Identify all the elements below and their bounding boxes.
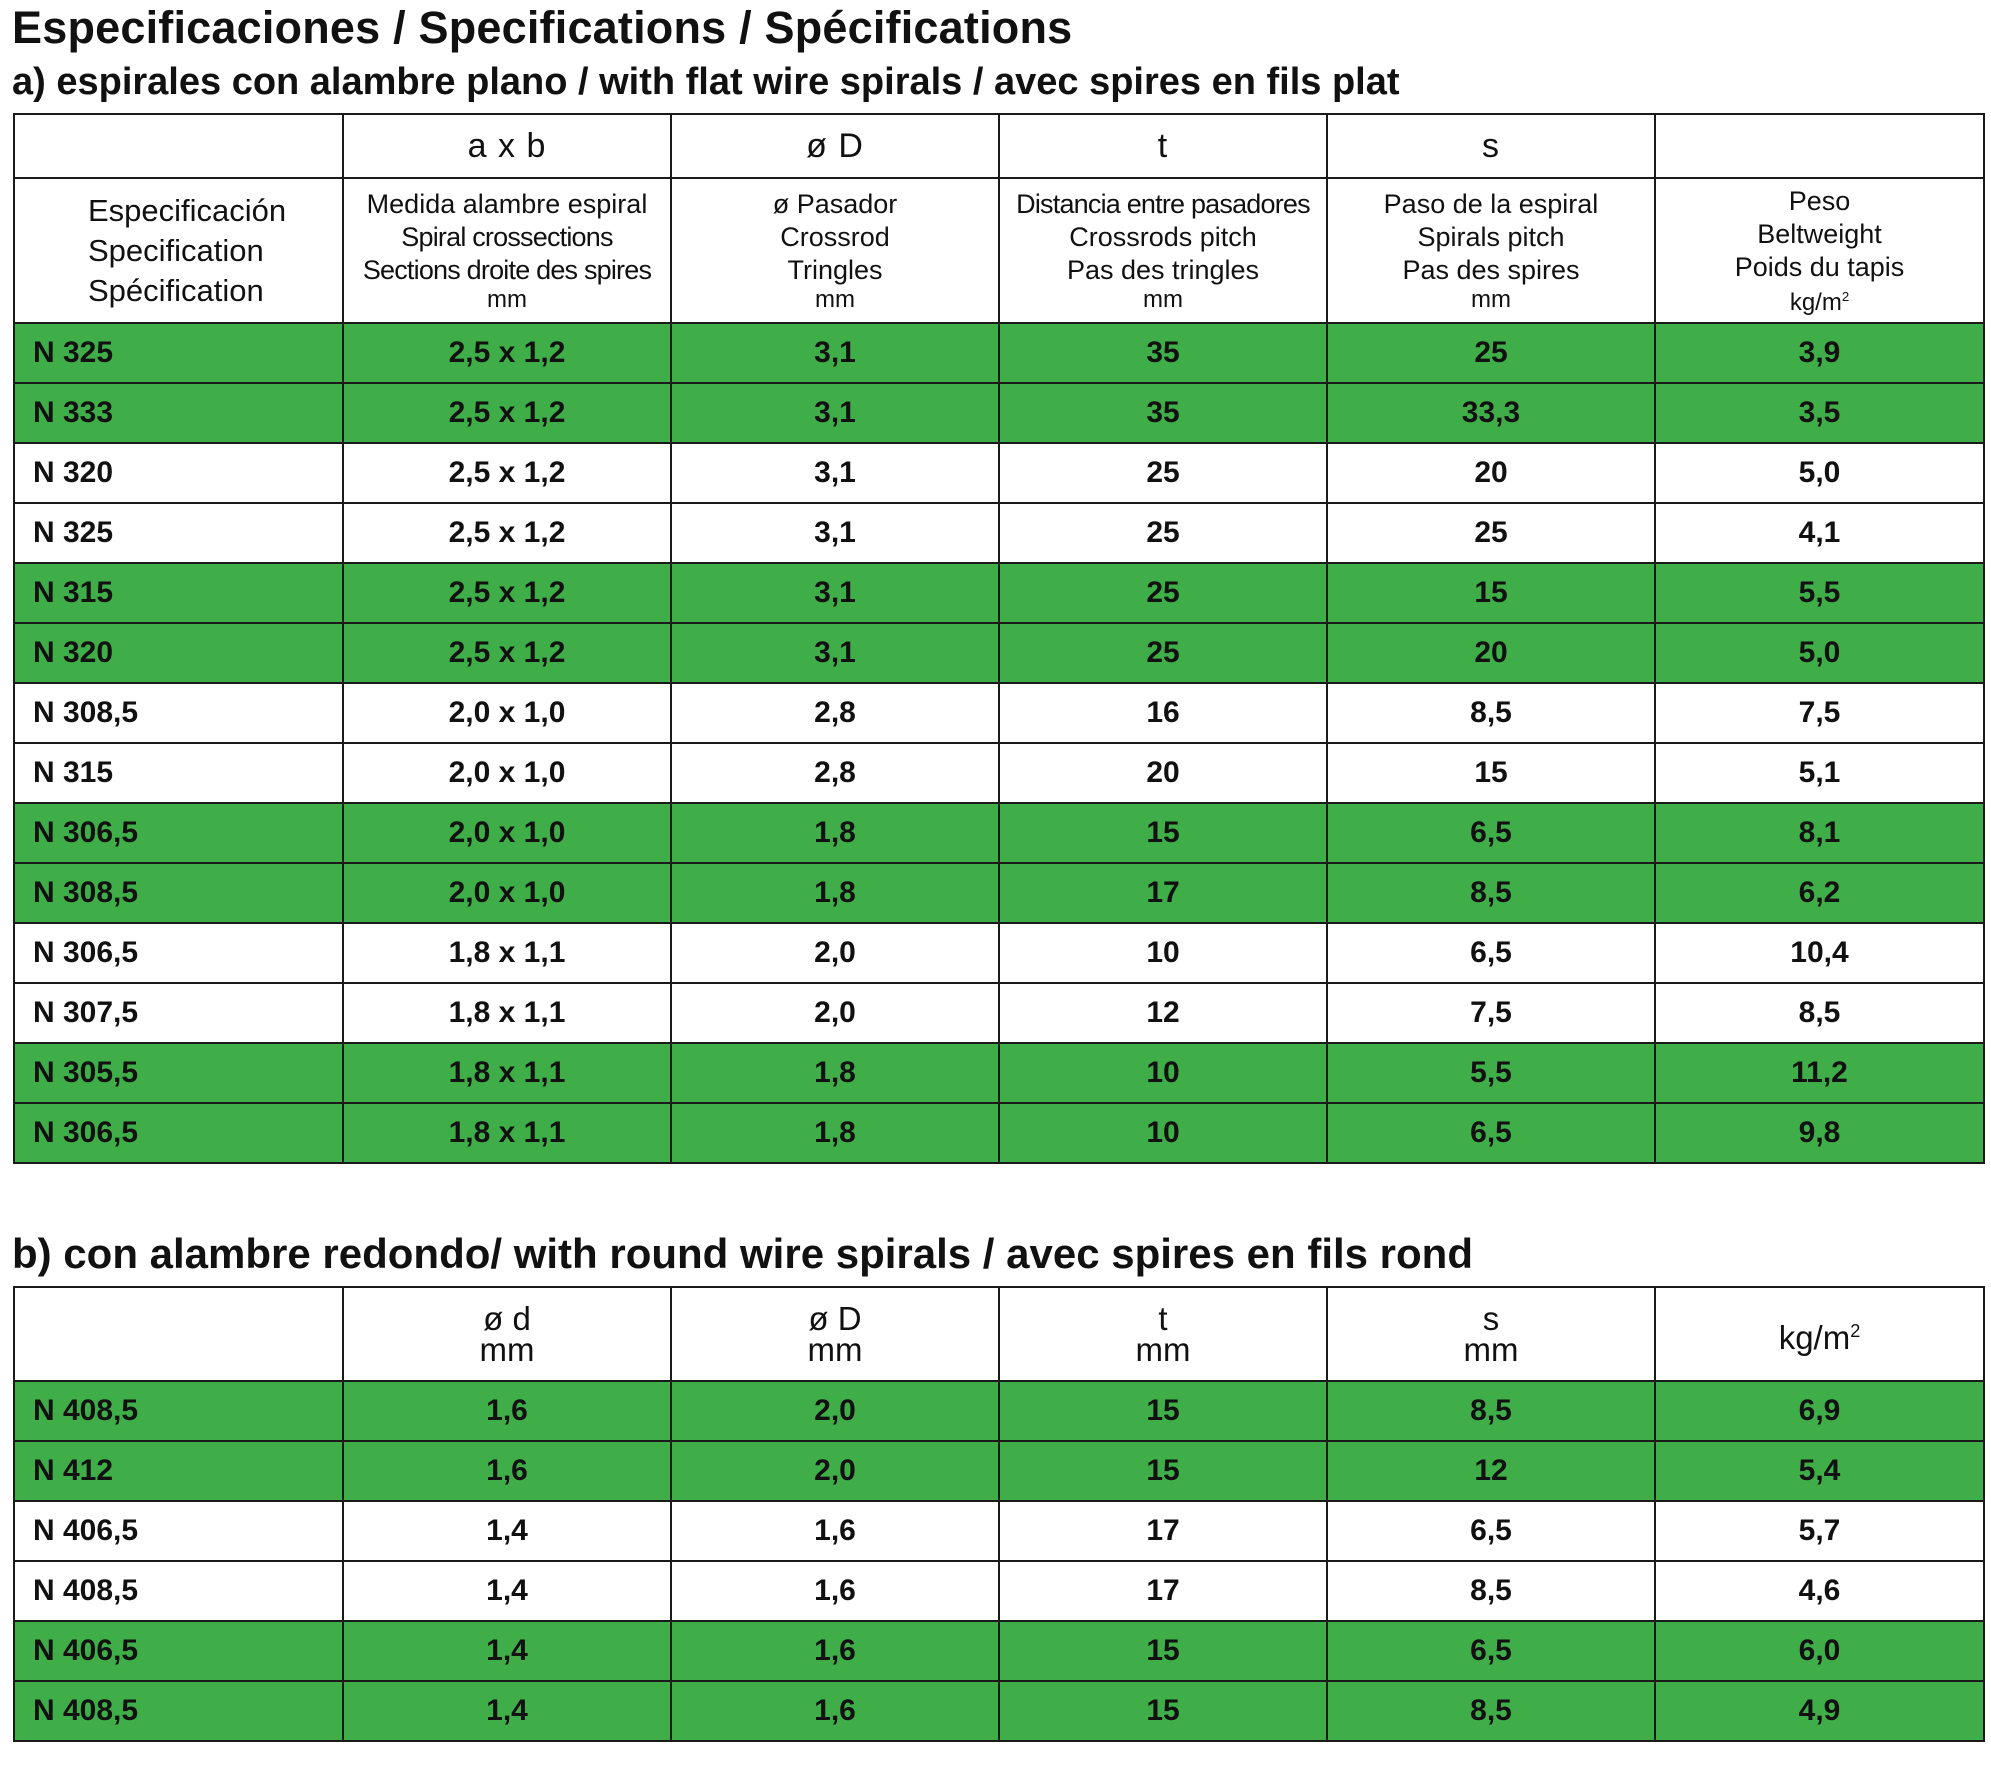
value-cell: 3,1: [671, 443, 999, 503]
value-cell: 4,1: [1655, 503, 1984, 563]
value-cell: 5,4: [1655, 1441, 1984, 1501]
value-cell: 25: [999, 563, 1327, 623]
value-cell: 1,4: [343, 1621, 671, 1681]
value-cell: 1,8: [671, 863, 999, 923]
value-cell: 15: [999, 803, 1327, 863]
value-cell: 15: [1327, 563, 1655, 623]
specification-cell: N 325: [14, 323, 343, 383]
specification-cell: N 306,5: [14, 803, 343, 863]
value-cell: 25: [1327, 323, 1655, 383]
description-header-row: [14, 178, 1984, 323]
header-line: Poids du tapis: [1734, 252, 1905, 282]
spiral-pitch-header: [1327, 1287, 1655, 1381]
header-symbol: ø d: [483, 1300, 531, 1337]
header-unit: [1656, 284, 1983, 316]
specification-cell: N 320: [14, 623, 343, 683]
value-cell: 5,5: [1327, 1043, 1655, 1103]
table-row: [14, 503, 1984, 563]
value-cell: 6,5: [1327, 1621, 1655, 1681]
header-line: ø Pasador: [772, 189, 898, 219]
header-line: Paso de la espiral: [1383, 189, 1599, 219]
header-line: Peso: [1788, 186, 1851, 216]
value-cell: 2,5 x 1,2: [343, 503, 671, 563]
value-cell: 1,8 x 1,1: [343, 1103, 671, 1163]
value-cell: 8,5: [1327, 1681, 1655, 1741]
specification-cell: N 412: [14, 1441, 343, 1501]
value-cell: 1,6: [671, 1681, 999, 1741]
value-cell: 1,8 x 1,1: [343, 1043, 671, 1103]
value-cell: 8,5: [1327, 1561, 1655, 1621]
value-cell: 1,8 x 1,1: [343, 923, 671, 983]
value-cell: 25: [999, 623, 1327, 683]
value-cell: 1,8: [671, 803, 999, 863]
header-unit: mm: [479, 1331, 535, 1368]
value-cell: 15: [999, 1381, 1327, 1441]
value-cell: 6,0: [1655, 1621, 1984, 1681]
specification-cell: N 320: [14, 443, 343, 503]
header-line: Pas des spires: [1402, 255, 1580, 285]
empty-header-cell: [14, 1287, 343, 1381]
value-cell: 10,4: [1655, 923, 1984, 983]
header-line: Spirals pitch: [1417, 222, 1565, 252]
specification-cell: N 408,5: [14, 1561, 343, 1621]
specification-cell: N 325: [14, 503, 343, 563]
unit-text: kg/m: [1789, 289, 1842, 316]
page-title: Especificaciones / Specifications / Spécifications: [12, 2, 1073, 53]
header-line: Spiral crossections: [401, 222, 613, 252]
value-cell: 8,5: [1655, 983, 1984, 1043]
value-cell: 2,0: [671, 1441, 999, 1501]
symbol-header-cell: ø D: [671, 114, 999, 178]
header-line: Crossrods pitch: [1069, 222, 1257, 252]
value-cell: 8,5: [1327, 863, 1655, 923]
specification-cell: N 307,5: [14, 983, 343, 1043]
header-line: Spécification: [88, 272, 264, 308]
crossrod-pitch-header: [999, 1287, 1327, 1381]
value-cell: 3,1: [671, 563, 999, 623]
symbol-header-cell: t: [999, 114, 1327, 178]
specification-header: [14, 178, 343, 323]
value-cell: 2,8: [671, 743, 999, 803]
value-cell: 3,9: [1655, 323, 1984, 383]
value-cell: 1,4: [343, 1681, 671, 1741]
unit-exponent: 2: [1841, 289, 1850, 304]
value-cell: 15: [999, 1441, 1327, 1501]
value-cell: 2,0: [671, 923, 999, 983]
value-cell: 6,5: [1327, 1501, 1655, 1561]
value-cell: 8,5: [1327, 1381, 1655, 1441]
value-cell: 10: [999, 1103, 1327, 1163]
specification-cell: N 306,5: [14, 923, 343, 983]
header-line: Beltweight: [1757, 219, 1882, 249]
value-cell: 17: [999, 863, 1327, 923]
table-row: [14, 1681, 1984, 1741]
value-cell: 2,0 x 1,0: [343, 683, 671, 743]
crossrod-header: [671, 178, 999, 323]
header-line: Sections droite des spires: [362, 255, 652, 285]
value-cell: 2,0: [671, 1381, 999, 1441]
value-cell: 1,6: [671, 1561, 999, 1621]
table-row: [14, 983, 1984, 1043]
table-row: [14, 563, 1984, 623]
specification-cell: N 406,5: [14, 1501, 343, 1561]
table-row: [14, 923, 1984, 983]
value-cell: 4,9: [1655, 1681, 1984, 1741]
value-cell: 15: [1327, 743, 1655, 803]
crossrod-diameter-header: [671, 1287, 999, 1381]
value-cell: 2,8: [671, 683, 999, 743]
value-cell: 6,5: [1327, 803, 1655, 863]
value-cell: 16: [999, 683, 1327, 743]
table-row: [14, 803, 1984, 863]
value-cell: 11,2: [1655, 1043, 1984, 1103]
header-line: Distancia entre pasadores: [1016, 189, 1310, 219]
value-cell: 9,8: [1655, 1103, 1984, 1163]
value-cell: 1,4: [343, 1561, 671, 1621]
header-line: Crossrod: [780, 222, 890, 252]
value-cell: 1,8 x 1,1: [343, 983, 671, 1043]
value-cell: 10: [999, 1043, 1327, 1103]
value-cell: 4,6: [1655, 1561, 1984, 1621]
value-cell: 2,0: [671, 983, 999, 1043]
header-line: Tringles: [787, 255, 883, 285]
round-wire-header-row: [14, 1287, 1984, 1381]
table-row: [14, 323, 1984, 383]
value-cell: 2,5 x 1,2: [343, 443, 671, 503]
symbol-header-cell: s: [1327, 114, 1655, 178]
header-line: Pas des tringles: [1066, 255, 1260, 285]
header-unit: mm: [487, 286, 527, 313]
header-unit: [1779, 1319, 1861, 1356]
header-line: Especificación: [88, 192, 287, 228]
value-cell: 3,1: [671, 383, 999, 443]
value-cell: 1,4: [343, 1501, 671, 1561]
value-cell: 2,5 x 1,2: [343, 563, 671, 623]
value-cell: 7,5: [1655, 683, 1984, 743]
header-unit: mm: [807, 1331, 863, 1368]
value-cell: 25: [999, 443, 1327, 503]
value-cell: 5,0: [1655, 443, 1984, 503]
round-wire-spec-table: [13, 1286, 1985, 1742]
value-cell: 8,5: [1327, 683, 1655, 743]
symbol-header-cell: a x b: [343, 114, 671, 178]
header-unit: mm: [1135, 1331, 1191, 1368]
value-cell: 33,3: [1327, 383, 1655, 443]
value-cell: 6,9: [1655, 1381, 1984, 1441]
table-row: [14, 1621, 1984, 1681]
value-cell: 5,7: [1655, 1501, 1984, 1561]
value-cell: 12: [999, 983, 1327, 1043]
section-a-title: a) espirales con alambre plano / with flat wire spirals / avec spires en fils plat: [12, 61, 1400, 103]
wire-diameter-header: [343, 1287, 671, 1381]
section-b-title: b) con alambre redondo/ with round wire spirals / avec spires en fils rond: [12, 1230, 1473, 1277]
value-cell: 20: [1327, 623, 1655, 683]
table-row: [14, 1501, 1984, 1561]
value-cell: 2,5 x 1,2: [343, 383, 671, 443]
value-cell: 3,1: [671, 623, 999, 683]
table-row: [14, 863, 1984, 923]
value-cell: 15: [999, 1681, 1327, 1741]
table-row: [14, 1381, 1984, 1441]
value-cell: 5,1: [1655, 743, 1984, 803]
header-unit: mm: [1463, 1331, 1519, 1368]
table-row: [14, 1043, 1984, 1103]
value-cell: 5,0: [1655, 623, 1984, 683]
value-cell: 20: [999, 743, 1327, 803]
value-cell: 2,5 x 1,2: [343, 623, 671, 683]
value-cell: 1,6: [343, 1441, 671, 1501]
value-cell: 25: [999, 503, 1327, 563]
value-cell: 6,5: [1327, 923, 1655, 983]
specification-cell: N 308,5: [14, 863, 343, 923]
specification-cell: N 306,5: [14, 1103, 343, 1163]
header-symbol: t: [1158, 1300, 1168, 1337]
value-cell: 20: [1327, 443, 1655, 503]
specification-cell: N 333: [14, 383, 343, 443]
value-cell: 3,1: [671, 503, 999, 563]
value-cell: 12: [1327, 1441, 1655, 1501]
header-line: Specification: [88, 232, 264, 268]
spiral-pitch-header: [1327, 178, 1655, 323]
table-row: [14, 1561, 1984, 1621]
specification-cell: N 305,5: [14, 1043, 343, 1103]
value-cell: 2,0 x 1,0: [343, 863, 671, 923]
table-row: [14, 383, 1984, 443]
header-line: Medida alambre espiral: [366, 189, 648, 219]
value-cell: 5,5: [1655, 563, 1984, 623]
value-cell: 6,5: [1327, 1103, 1655, 1163]
specification-cell: N 408,5: [14, 1681, 343, 1741]
table-row: [14, 1441, 1984, 1501]
value-cell: 17: [999, 1501, 1327, 1561]
value-cell: 1,6: [671, 1501, 999, 1561]
value-cell: 8,1: [1655, 803, 1984, 863]
value-cell: 1,6: [343, 1381, 671, 1441]
value-cell: 3,5: [1655, 383, 1984, 443]
value-cell: 35: [999, 383, 1327, 443]
unit-exponent: 2: [1850, 1320, 1861, 1341]
symbol-header-cell: [14, 114, 343, 178]
value-cell: 2,0 x 1,0: [343, 743, 671, 803]
value-cell: 2,0 x 1,0: [343, 803, 671, 863]
value-cell: 1,6: [671, 1621, 999, 1681]
table-row: [14, 443, 1984, 503]
header-unit: mm: [815, 286, 855, 313]
table-row: [14, 743, 1984, 803]
header-symbol: ø D: [808, 1300, 862, 1337]
symbol-header-cell: [1655, 114, 1984, 178]
belt-weight-header: [1655, 178, 1984, 323]
value-cell: 10: [999, 923, 1327, 983]
value-cell: 25: [1327, 503, 1655, 563]
header-unit: mm: [1143, 286, 1183, 313]
table-row: [14, 623, 1984, 683]
specification-cell: N 315: [14, 563, 343, 623]
value-cell: 1,8: [671, 1043, 999, 1103]
value-cell: 35: [999, 323, 1327, 383]
unit-text: kg/m: [1778, 1318, 1851, 1356]
table-row: [14, 1103, 1984, 1163]
value-cell: 3,1: [671, 323, 999, 383]
specification-cell: N 308,5: [14, 683, 343, 743]
value-cell: 17: [999, 1561, 1327, 1621]
header-symbol: s: [1482, 1300, 1500, 1337]
wire-size-header: [343, 178, 671, 323]
value-cell: 1,8: [671, 1103, 999, 1163]
value-cell: 2,5 x 1,2: [343, 323, 671, 383]
belt-weight-header: [1655, 1287, 1984, 1381]
specification-cell: N 408,5: [14, 1381, 343, 1441]
symbol-header-row: [14, 114, 1984, 178]
crossrod-pitch-header: [999, 178, 1327, 323]
value-cell: 15: [999, 1621, 1327, 1681]
value-cell: 7,5: [1327, 983, 1655, 1043]
table-row: [14, 683, 1984, 743]
header-unit: mm: [1471, 286, 1511, 313]
value-cell: 6,2: [1655, 863, 1984, 923]
flat-wire-spec-table: [13, 113, 1985, 1164]
specification-cell: N 406,5: [14, 1621, 343, 1681]
specification-cell: N 315: [14, 743, 343, 803]
